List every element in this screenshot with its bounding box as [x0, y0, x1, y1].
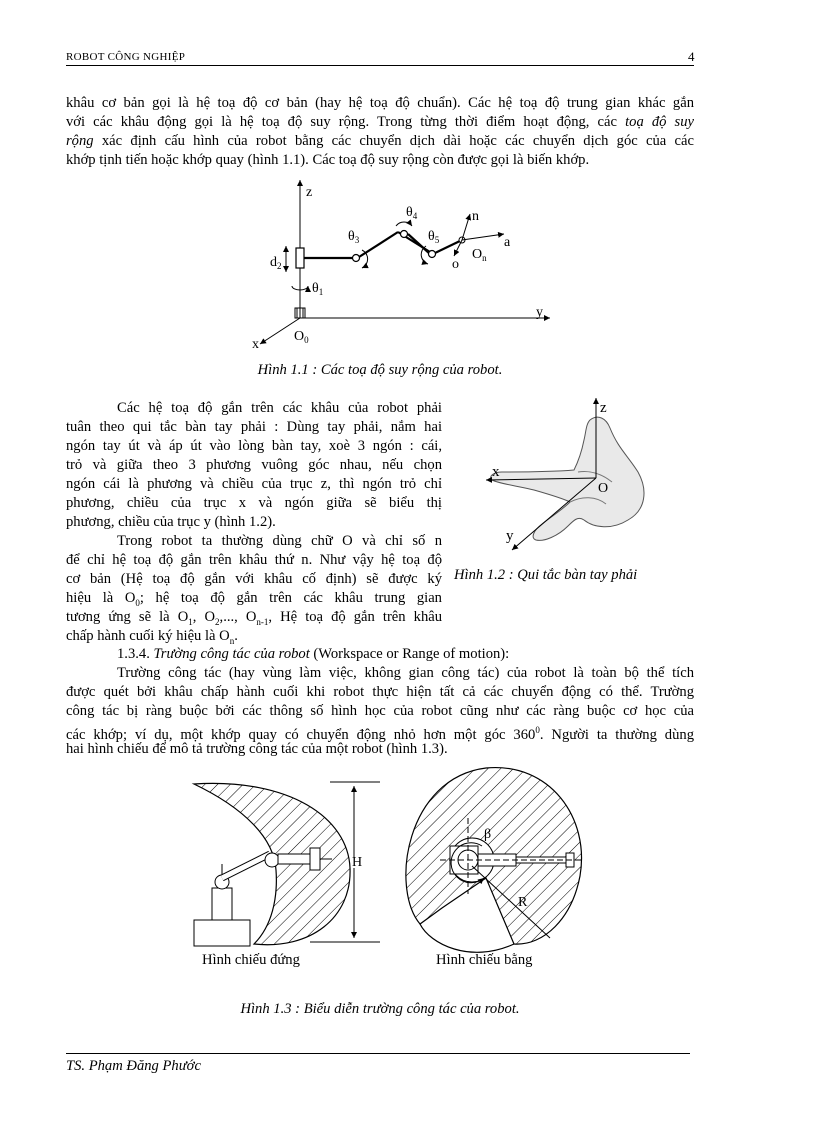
text-line: Trong robot ta thường dùng chữ O và chỉ số n [117, 533, 442, 549]
figure-1-1-generalized-coordinates [240, 172, 570, 357]
plan-caption: Hình chiếu bằng [436, 952, 533, 968]
text-run: xác định cấu hình của robot bằng các chuyển dịch dài hoặc các chuyển dịch góc của các [93, 133, 694, 149]
text-line: tương ứng sẽ là $O_1$, $O_2$,..., $O_{n-1}$, Hệ toạ độ gắn trên khâu [66, 609, 443, 627]
text-line: được quét bởi khâu chấp hành cuối khi robot thực hiện tất cả các chuyển động có thể. Trường [66, 684, 694, 700]
z-label: z [306, 185, 313, 200]
figure-1-3-workspace [180, 758, 620, 970]
x-label: x [492, 464, 500, 480]
theta4-label: $\theta_4$ [406, 205, 418, 221]
paragraph-intro [66, 94, 694, 170]
text-line: Các hệ toạ độ gắn trên các khâu của robot phải [117, 400, 442, 416]
text-line: các khớp; ví dụ, một khớp quay có chuyển động nhỏ hơn một góc $360^0$. Người ta thường dùng [66, 725, 694, 743]
z-label: z [600, 400, 607, 416]
n-axis [462, 214, 470, 240]
footer-rule [66, 1053, 690, 1054]
text-line: khớp tịnh tiến hoặc khớp quay (hình 1.1). Các toạ độ suy rộng còn được gọi là biến khớp. [66, 152, 590, 168]
a-axis [462, 234, 504, 240]
figure-1-2-right-hand-rule [478, 392, 688, 562]
text-line: để chỉ hệ toạ độ gắn trên khâu thứ n. Như vậy hệ toạ độ [66, 552, 442, 568]
text-run: với các khâu động gọi là hệ toạ độ suy rộng. Trong từng thời điểm hoạt động, các [66, 114, 626, 130]
figure-1-2-caption: Hình 1.2 : Qui tắc bàn tay phải [454, 567, 638, 583]
y-label: y [506, 528, 514, 544]
theta3-label: $\theta_3$ [348, 229, 360, 245]
section-workspace [66, 645, 694, 759]
theta4-rotation-arrow [396, 222, 412, 226]
beta-label: β [484, 827, 492, 842]
r-label: R [518, 895, 528, 910]
text-line [66, 132, 694, 151]
text-line: phương, chiều của trục y (hình 1.2). [66, 514, 276, 530]
text-line: ngón cái là phương và chiều của trục z, thì ngón trỏ chỉ [66, 476, 442, 492]
text-line: tuân theo qui tắc bàn tay phải : Dùng tay phải, nắm hai [66, 419, 442, 435]
x-label: x [252, 337, 259, 352]
text-line: hai hình chiếu để mô tả trường công tác của một robot (hình 1.3). [66, 741, 448, 757]
text-line: chấp hành cuối ký hiệu là $O_n$. [66, 628, 238, 646]
text-line: phương, chiều của trục x và ngón giữa sẽ biểu thị [66, 495, 442, 511]
italic-term: toạ độ suy [625, 114, 694, 130]
text-line: cơ bản (Hệ toạ độ gắn với khâu cố định) sẽ được ký [66, 571, 442, 587]
elevation-caption: Hình chiếu đứng [202, 952, 300, 968]
origin-label: O [598, 481, 609, 496]
text-line: hiệu là $O_0$; hệ toạ độ gắn trên các khâu trung gian [66, 590, 442, 608]
text-line: công tác bị ràng buộc bởi các thông số hình học của robot cũng như các ràng buộc cơ học của [66, 703, 694, 719]
paragraph-right-hand-rule [66, 399, 442, 646]
n-label: n [472, 209, 479, 224]
a-label: a [504, 235, 511, 250]
text-line [66, 113, 694, 132]
page-number: 4 [688, 49, 695, 64]
section-heading: 1.3.4. Trường công tác của robot (Workspace or Range of motion): [117, 646, 510, 662]
header-rule [66, 65, 694, 66]
footer-author: TS. Phạm Đăng Phước [66, 1058, 201, 1074]
figure-1-3-caption: Hình 1.3 : Biểu diễn trường công tác của robot. [240, 1001, 520, 1017]
d2-label: $d_2$ [270, 255, 282, 271]
figure-1-1-caption: Hình 1.1 : Các toạ độ suy rộng của robot. [257, 362, 503, 378]
y-label: y [536, 305, 543, 320]
text-line: ngón tay út và áp út vào lòng bàn tay, xoè 3 ngón : cái, [66, 438, 442, 454]
prismatic-joint [296, 248, 304, 268]
on-label: $O_n$ [472, 247, 487, 263]
theta1-label: $\theta_1$ [312, 281, 324, 297]
text-line: khâu cơ bản gọi là hệ toạ độ cơ bản (hay hệ toạ độ chuẩn). Các hệ toạ độ trung gian khác gắn [66, 95, 694, 111]
text-line: Trường công tác (hay vùng làm việc, không gian công tác) của robot là toàn bộ thể tích [117, 665, 694, 681]
h-label: H [352, 855, 363, 870]
theta5-label: $\theta_5$ [428, 229, 440, 245]
text-line: trỏ và giữa theo 3 phương vuông góc nhau, nếu chọn [66, 457, 442, 473]
origin-label: $O_0$ [294, 329, 309, 345]
running-header: ROBOT CÔNG NGHIỆP [66, 51, 186, 63]
elevation-robot-base [194, 920, 250, 946]
italic-term: rộng [66, 133, 94, 149]
o-label: o [452, 257, 459, 272]
